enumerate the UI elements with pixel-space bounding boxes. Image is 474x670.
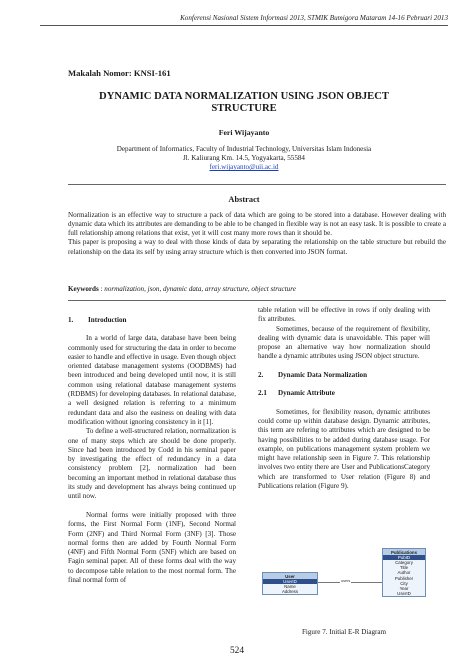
running-header: Konferensi Nasional Sistem Informasi 2013, STMIK Bumigora Mataram 14-16 Pebruari 2013 <box>180 14 448 22</box>
publications-attribute: PubID <box>383 555 425 560</box>
abstract-body <box>68 211 446 257</box>
title-line-1: DYNAMIC DATA NORMALIZATION USING JSON OBJECT <box>99 91 389 102</box>
publications-entity <box>382 548 426 597</box>
section-2-number: 2. <box>258 371 264 380</box>
relationship-label: users <box>341 578 351 583</box>
abstract-bottom-rule <box>68 300 446 301</box>
continued-paragraph: table relation will be effective in rows if only dealing with fix attributes. <box>258 306 430 324</box>
section-2-title: Dynamic Data Normalization <box>278 371 368 380</box>
page-number: 524 <box>229 646 245 656</box>
intro-paragraph-2: To define a well-structured relation, normalization is one of many steps which are should be done properly. Since had been introduced by Codd in his seminal paper by investigating the effect of redundancy in a data consistency problem [2], normalization had been becoming an important method in relational database thus its study and development has always being continued up until now. <box>68 427 236 501</box>
section-1-number: 1. <box>68 316 74 324</box>
abstract-paragraph-2: This paper is proposing a way to deal with those kinds of data by separating the relationship on the table structure but rebuild the relationship on the data its self by using array structure which is then converted into JSON format. <box>68 238 446 256</box>
keywords-list: normalization, json, dynamic data, array structure, object structure <box>104 285 296 293</box>
user-entity <box>262 572 318 595</box>
intro-paragraph-1: In a world of large data, database have been being commonly used for structuring the data in order to become easier to handle and effective in usage. Even though object oriented database management systems (OODBMS) had been introduced and being developed until now, it is still common using relational database management systems (RDBMS) for developing databases. In relational database, a well designed relation is referring to a minimum redundant data and also the easiness on dealing with data modification without ignoring consistency in it [1]. <box>68 334 236 426</box>
left-column <box>68 316 236 585</box>
paragraph-gap <box>68 502 236 511</box>
dynamic-attribute-paragraph: Sometimes, for flexibility reason, dynamic attributes could come up within database design. Dynamic attributes, this term are refering to attributes which are designed to be having possibilities to be added during database usage. For example, on publications management system problem we might have relationship seen in Figure 7. This relationship involves two entity there are User and PublicationsCategory which are transformed to User relation (Figure 8) and Publications relation (Figure 9). <box>258 407 430 491</box>
section-1-heading <box>68 316 236 325</box>
publications-attribute: Year <box>399 585 409 591</box>
flexibility-paragraph: Sometimes, because of the requirement of flexibility, dealing with dynamic data is unavoidable. This paper will propose an alternative way how normalization should handle a dynamic attributes using JSON object structure. <box>258 324 430 361</box>
subsection-2-1-heading <box>258 389 430 398</box>
author-email-link[interactable]: feri.wijayanto@uii.ac.id <box>209 163 279 172</box>
keywords-separator: : <box>98 285 105 293</box>
affiliation <box>40 145 448 173</box>
paper-title <box>40 91 448 116</box>
affiliation-department: Department of Informatics, Faculty of Industrial Technology, Universitas Islam Indonesia <box>116 145 372 153</box>
paragraph-gap <box>258 362 430 371</box>
user-attribute: Address <box>281 589 299 595</box>
publications-attribute: Title <box>399 565 409 571</box>
section-2-heading <box>258 371 430 380</box>
figure-caption: Figure 7. Initial E-R Diagram <box>301 628 387 636</box>
user-entity-header: User <box>263 573 317 579</box>
author-name: Feri Wijayanto <box>218 128 270 137</box>
er-diagram-figure <box>262 549 426 612</box>
keywords <box>68 285 446 294</box>
article-number: Makalah Nomor: KNSI-161 <box>68 68 171 78</box>
abstract-paragraph-1: Normalization is an effective way to structure a pack of data which are going to be stored into a database. However dealing with dynamic data which its attributes are demanding to be able to be changed in flexible way is not an easy task. It is possible to create a full relationship among relations that exist, yet it will cost many more rows than it should be. <box>68 211 446 238</box>
user-attribute: UserID <box>263 579 317 584</box>
publications-entity-header: Publications <box>383 549 425 555</box>
user-attribute: Name <box>284 584 296 590</box>
abstract-top-rule <box>68 184 446 185</box>
affiliation-address: Jl. Kaliurang Km. 14.5, Yogyakarta, 55584 <box>183 154 305 163</box>
title-line-2: STRUCTURE <box>211 103 277 115</box>
subsection-2-1-number: 2.1 <box>258 389 267 398</box>
header-rule <box>40 25 448 26</box>
publications-attribute: Publisher <box>394 575 414 581</box>
right-column <box>258 306 430 491</box>
publications-attribute: Author <box>397 570 411 576</box>
section-1-title: Introduction <box>88 316 127 324</box>
intro-paragraph-3: Normal forms were initially proposed with three forms, the First Normal Form (1NF), Second Normal Form (2NF) and Third Normal Form (3NF) [3]. Those normal forms then are added by Fourth Normal Form (4NF) and Fifth Normal Form (5NF) which are based on Fagin seminal paper. All of these forms deal with the way to decompose table relation to the most normal form. The final normal form of <box>68 510 236 585</box>
keywords-label: Keywords <box>68 285 99 293</box>
subsection-2-1-title: Dynamic Attribute <box>278 389 335 398</box>
publications-attribute: City <box>400 580 408 586</box>
abstract-heading: Abstract <box>228 195 260 204</box>
publications-attribute: Category <box>395 560 413 566</box>
publications-attribute: UserID <box>397 590 411 596</box>
